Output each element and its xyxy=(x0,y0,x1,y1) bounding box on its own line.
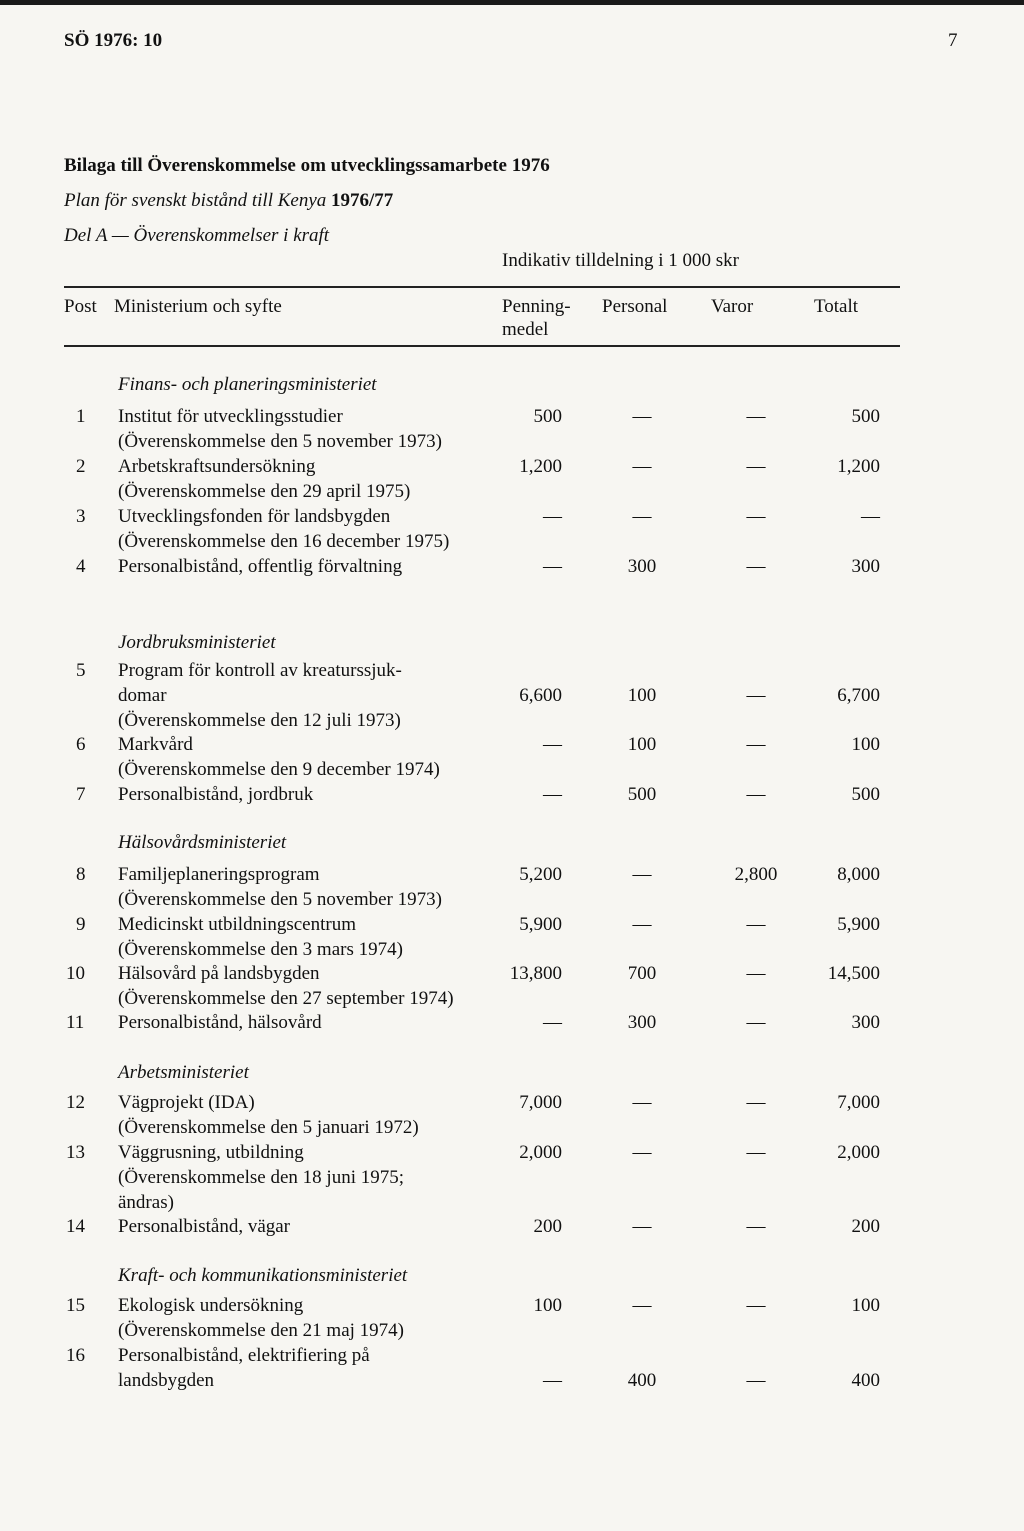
row-description-line: Personalbistånd, offentlig förvaltning xyxy=(118,556,403,577)
cell-penningmedel: — xyxy=(543,506,562,527)
cell-personal: 300 xyxy=(627,1012,657,1033)
row-description-line: Personalbistånd, hälsovård xyxy=(118,1012,322,1033)
cell-varor: — xyxy=(746,1295,766,1316)
cell-totalt: — xyxy=(861,506,880,527)
cell-personal: — xyxy=(632,864,652,885)
document-reference: SÖ 1976: 10 xyxy=(64,30,163,51)
row-description-line: Personalbistånd, vägar xyxy=(118,1216,291,1237)
row-post-number: 5 xyxy=(76,660,86,681)
row-description-line: (Överenskommelse den 21 maj 1974) xyxy=(118,1320,404,1341)
cell-personal: 500 xyxy=(627,784,657,805)
cell-penningmedel: 2,000 xyxy=(519,1142,562,1163)
cell-totalt: 200 xyxy=(851,1216,880,1237)
row-description-line: Medicinskt utbildningscentrum xyxy=(118,914,357,935)
cell-penningmedel: 5,200 xyxy=(519,864,562,885)
cell-personal: 300 xyxy=(627,556,657,577)
row-post-number: 13 xyxy=(66,1142,85,1163)
row-description-line: landsbygden xyxy=(118,1370,215,1391)
table-header-rule xyxy=(64,345,900,347)
cell-varor: — xyxy=(746,1092,766,1113)
cell-varor: 2,800 xyxy=(734,864,778,885)
cell-totalt: 500 xyxy=(851,406,880,427)
ministry-heading: Kraft- och kommunikationsministeriet xyxy=(118,1265,408,1286)
indicative-allocation-label: Indikativ tilldelning i 1 000 skr xyxy=(502,250,739,271)
col-header-post: Post xyxy=(64,296,97,317)
cell-totalt: 2,000 xyxy=(837,1142,880,1163)
col-header-totalt: Totalt xyxy=(814,296,859,317)
cell-totalt: 8,000 xyxy=(837,864,880,885)
cell-totalt: 500 xyxy=(851,784,880,805)
cell-penningmedel: — xyxy=(543,1370,562,1391)
row-description-line: (Överenskommelse den 9 december 1974) xyxy=(118,759,440,780)
cell-totalt: 7,000 xyxy=(837,1092,880,1113)
cell-penningmedel: 13,800 xyxy=(509,963,562,984)
table-top-rule xyxy=(64,286,900,288)
row-description-line: Utvecklingsfonden för landsbygden xyxy=(118,506,391,527)
cell-varor: — xyxy=(746,556,766,577)
row-description-line: Markvård xyxy=(118,734,193,755)
cell-penningmedel: 500 xyxy=(533,406,562,427)
row-post-number: 6 xyxy=(76,734,86,755)
cell-totalt: 6,700 xyxy=(837,685,880,706)
cell-personal: — xyxy=(632,406,652,427)
row-description-line: (Överenskommelse den 27 september 1974) xyxy=(118,988,454,1009)
row-description-line: (Överenskommelse den 12 juli 1973) xyxy=(118,710,401,731)
cell-personal: 700 xyxy=(627,963,657,984)
cell-personal: — xyxy=(632,456,652,477)
cell-totalt: 400 xyxy=(851,1370,880,1391)
cell-totalt: 1,200 xyxy=(837,456,880,477)
cell-penningmedel: 7,000 xyxy=(519,1092,562,1113)
cell-totalt: 5,900 xyxy=(837,914,880,935)
cell-penningmedel: 100 xyxy=(533,1295,562,1316)
cell-penningmedel: 200 xyxy=(533,1216,562,1237)
cell-penningmedel: — xyxy=(543,734,562,755)
section-heading: Del A — Överenskommelser i kraft xyxy=(64,225,330,246)
cell-personal: 100 xyxy=(627,685,657,706)
cell-personal: — xyxy=(632,1216,652,1237)
col-header-personal: Personal xyxy=(602,296,668,317)
row-description-line: Personalbistånd, jordbruk xyxy=(118,784,314,805)
cell-penningmedel: — xyxy=(543,784,562,805)
row-post-number: 4 xyxy=(76,556,86,577)
subtitle-text: Plan för svenskt bistånd till Kenya xyxy=(64,190,332,211)
cell-varor: — xyxy=(746,506,766,527)
row-post-number: 2 xyxy=(76,456,86,477)
row-description-line: Vägprojekt (IDA) xyxy=(118,1092,255,1113)
cell-penningmedel: 1,200 xyxy=(519,456,562,477)
cell-penningmedel: — xyxy=(543,556,562,577)
row-description-line: domar xyxy=(118,685,167,706)
cell-varor: — xyxy=(746,1142,766,1163)
row-description-line: Ekologisk undersökning xyxy=(118,1295,304,1316)
cell-personal: 100 xyxy=(627,734,657,755)
ministry-heading: Jordbruksministeriet xyxy=(118,632,276,653)
cell-totalt: 100 xyxy=(851,1295,880,1316)
col-header-ministry: Ministerium och syfte xyxy=(114,296,282,317)
cell-varor: — xyxy=(746,1216,766,1237)
row-post-number: 3 xyxy=(76,506,86,527)
row-description-line: Institut för utvecklingsstudier xyxy=(118,406,343,427)
cell-personal: 400 xyxy=(627,1370,657,1391)
col-header-penning: Penning- xyxy=(502,296,571,317)
row-description-line: Väggrusning, utbildning xyxy=(118,1142,304,1163)
cell-penningmedel: 6,600 xyxy=(519,685,562,706)
row-description-line: (Överenskommelse den 5 november 1973) xyxy=(118,889,442,910)
cell-varor: — xyxy=(746,1012,766,1033)
row-description-line: (Överenskommelse den 18 juni 1975; xyxy=(118,1167,405,1188)
cell-personal: — xyxy=(632,1142,652,1163)
cell-penningmedel: — xyxy=(543,1012,562,1033)
cell-personal: — xyxy=(632,1092,652,1113)
col-header-varor: Varor xyxy=(711,296,754,317)
cell-varor: — xyxy=(746,456,766,477)
cell-varor: — xyxy=(746,784,766,805)
row-description-line: Personalbistånd, elektrifiering på xyxy=(118,1345,370,1366)
row-description-line: ändras) xyxy=(118,1192,174,1213)
cell-totalt: 14,500 xyxy=(827,963,880,984)
cell-totalt: 300 xyxy=(851,1012,880,1033)
ministry-heading: Finans- och planeringsministeriet xyxy=(118,374,377,395)
cell-personal: — xyxy=(632,506,652,527)
cell-varor: — xyxy=(746,685,766,706)
row-description-line: Program för kontroll av kreaturssjuk- xyxy=(118,660,402,681)
row-post-number: 9 xyxy=(76,914,86,935)
cell-varor: — xyxy=(746,914,766,935)
ministry-heading: Hälsovårdsministeriet xyxy=(118,832,287,853)
cell-penningmedel: 5,900 xyxy=(519,914,562,935)
cell-totalt: 300 xyxy=(851,556,880,577)
cell-totalt: 100 xyxy=(851,734,880,755)
row-post-number: 11 xyxy=(66,1012,85,1033)
row-post-number: 15 xyxy=(66,1295,85,1316)
cell-varor: — xyxy=(746,1370,766,1391)
document-title: Bilaga till Överenskommelse om utvecklingssamarbete 1976 xyxy=(64,155,550,176)
row-description-line: Familjeplaneringsprogram xyxy=(118,864,320,885)
page-number: 7 xyxy=(948,30,958,51)
document-subtitle xyxy=(64,190,393,212)
cell-personal: — xyxy=(632,914,652,935)
row-description-line: (Överenskommelse den 3 mars 1974) xyxy=(118,939,403,960)
subtitle-year: 1976/77 xyxy=(331,190,394,211)
col-header-penning-cont: medel xyxy=(502,319,549,340)
row-post-number: 10 xyxy=(66,963,85,984)
row-post-number: 1 xyxy=(76,406,86,427)
cell-varor: — xyxy=(746,406,766,427)
row-post-number: 14 xyxy=(66,1216,85,1237)
row-description-line: Arbetskraftsundersökning xyxy=(118,456,316,477)
row-post-number: 12 xyxy=(66,1092,85,1113)
row-post-number: 7 xyxy=(76,784,86,805)
cell-varor: — xyxy=(746,963,766,984)
row-description-line: Hälsovård på landsbygden xyxy=(118,963,320,984)
cell-varor: — xyxy=(746,734,766,755)
ministry-heading: Arbetsministeriet xyxy=(118,1062,249,1083)
cell-personal: — xyxy=(632,1295,652,1316)
row-post-number: 8 xyxy=(76,864,86,885)
top-border xyxy=(0,0,1024,5)
row-description-line: (Överenskommelse den 29 april 1975) xyxy=(118,481,411,502)
row-description-line: (Överenskommelse den 5 januari 1972) xyxy=(118,1117,419,1138)
row-description-line: (Överenskommelse den 5 november 1973) xyxy=(118,431,442,452)
row-post-number: 16 xyxy=(66,1345,85,1366)
row-description-line: (Överenskommelse den 16 december 1975) xyxy=(118,531,450,552)
